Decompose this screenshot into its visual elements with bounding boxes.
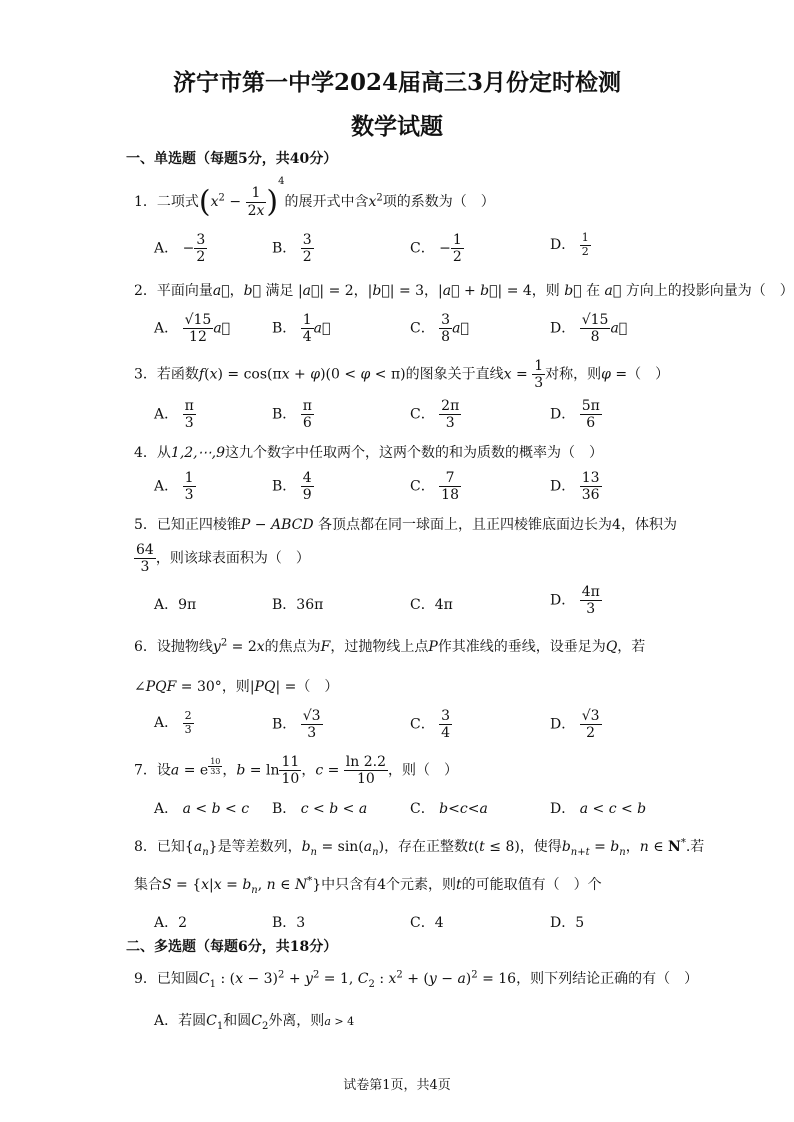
q6-option-d[interactable]: D． $\frac{√3}{2}$	[550, 708, 600, 742]
q3-option-a[interactable]: A． $\frac{\pi}{3}$	[154, 398, 194, 432]
q3-option-c[interactable]: C． $\frac{2\pi}{3}$	[410, 398, 460, 432]
q3-option-b[interactable]: B． $\frac{\pi}{6}$	[272, 398, 312, 432]
q9-option-a[interactable]: A．若圆$C_1$和圆$C_2$外离，则a > 4	[154, 1013, 355, 1032]
q6-option-b[interactable]: B． $\frac{√3}{3}$	[272, 708, 321, 742]
q4-option-d[interactable]: D． $\frac{13}{36}$	[550, 470, 600, 504]
q6-option-c[interactable]: C． $\frac{3}{4}$	[410, 708, 451, 742]
q1-option-a[interactable]: A． − $\frac{3}{2}$	[154, 232, 206, 266]
q6-option-a[interactable]: A． $\frac{2}{3}$	[154, 709, 192, 736]
q1-option-b[interactable]: B． $\frac{3}{2}$	[272, 232, 312, 266]
section-heading-multiple-choice: 二、多选题（每题6分，共18分）	[126, 939, 338, 955]
page-title: 济宁市第一中学2024届高三3月份定时检测	[172, 69, 622, 96]
question-9: 9．已知圆$C_1$ : $(x - 3)^2 + y^2 = 1$, $C_2$ : $x^2 + (y - a)^2 = 16$，则下列结论正确的有（ ）	[134, 969, 699, 990]
question-3: 3．若函数f(x) = cos(πx + φ)(0 < φ < π)的图象关于直线x = $\frac{1}{3}$ 对称，则φ =（ ）	[134, 358, 670, 392]
q4-option-a[interactable]: A． $\frac{1}{3}$	[154, 470, 194, 504]
q4-option-c[interactable]: C． $\frac{7}{18}$	[410, 470, 459, 504]
q8-option-b[interactable]: B．3	[272, 915, 306, 931]
question-7: 7．设a = e $^{\frac{10}{33}}$ ，b = ln $\frac{11}{10}$ ，c = $\frac{\ln 2.2}{10}$ ，则（ ）	[134, 754, 459, 788]
question-2: 2．平面向量a⃗，b⃗ 满足 |a⃗| = 2，|b⃗| = 3，|a⃗ + b⃗| = 4，则 b⃗ 在 a⃗ 方向上的投影向量为（ ）	[134, 283, 794, 299]
q1-option-d[interactable]: D． $\frac{1}{2}$	[550, 231, 589, 258]
q2-option-a[interactable]: A． $\frac{√15}{12}$ a⃗	[154, 312, 231, 346]
question-6-line1: 6．设抛物线$y^2 = 2x$的焦点为F，过抛物线上点P作其准线的垂线，设垂足为Q，若	[134, 637, 646, 655]
question-5-line2: $\frac{64}{3}$ ，则该球表面积为（ ）	[136, 542, 310, 576]
q4-option-b[interactable]: B． $\frac{4}{9}$	[272, 470, 312, 504]
question-8-line2: 集合$S = \{x|x = b_n$, n ∈ N*}中只含有4个元素，则t的可能取值有（ ）个	[134, 875, 602, 896]
question-8-line1: 8．已知$\{a_n\}$是等差数列，$b_n = \sin(a_n)$，存在正整数t(t ≤ 8)，使得$b_{n+t} = b_n$，n ∈ N*.若	[134, 837, 705, 858]
q5-option-b[interactable]: B．36π	[272, 597, 324, 613]
q2-option-c[interactable]: C． $\frac{3}{8}$ a⃗	[410, 312, 469, 346]
question-4: 4．从1,2,⋯,9这九个数字中任取两个，这两个数的和为质数的概率为（ ）	[134, 445, 603, 461]
q1-option-c[interactable]: C． − $\frac{1}{2}$	[410, 232, 462, 266]
section-heading-single-choice: 一、单选题（每题5分，共40分）	[126, 151, 338, 167]
q5-option-d[interactable]: D． $\frac{4\pi}{3}$	[550, 584, 600, 618]
q8-option-d[interactable]: D．5	[550, 915, 585, 931]
q7-option-a[interactable]: A． a < b < c	[154, 801, 250, 817]
question-1: 1．二项式($x^2$ − $\frac{1}{2x}$ )$^4$的展开式中含$x^2$项的系数为（ ）	[134, 176, 495, 220]
q3-option-d[interactable]: D． $\frac{5\pi}{6}$	[550, 398, 600, 432]
q8-option-c[interactable]: C．4	[410, 915, 444, 931]
q7-option-c[interactable]: C． b<c<a	[410, 801, 488, 817]
q5-option-a[interactable]: A．9π	[154, 597, 197, 613]
q2-option-b[interactable]: B． $\frac{1}{4}$ a⃗	[272, 312, 331, 346]
question-5-line1: 5．已知正四棱锥P − ABCD 各顶点都在同一球面上，且正四棱锥底面边长为4，体积为	[134, 517, 677, 533]
q7-option-d[interactable]: D． a < c < b	[550, 801, 647, 817]
q7-option-b[interactable]: B． c < b < a	[272, 801, 368, 817]
q2-option-d[interactable]: D． $\frac{√15}{8}$ a⃗	[550, 312, 628, 346]
q5-option-c[interactable]: C．4π	[410, 597, 453, 613]
page-subtitle: 数学试题	[351, 113, 443, 140]
q8-option-a[interactable]: A．2	[154, 915, 188, 931]
page-footer: 试卷第1页，共4页	[343, 1078, 451, 1093]
question-6-line2: ∠PQF = 30°，则|PQ| =（ ）	[134, 679, 339, 695]
